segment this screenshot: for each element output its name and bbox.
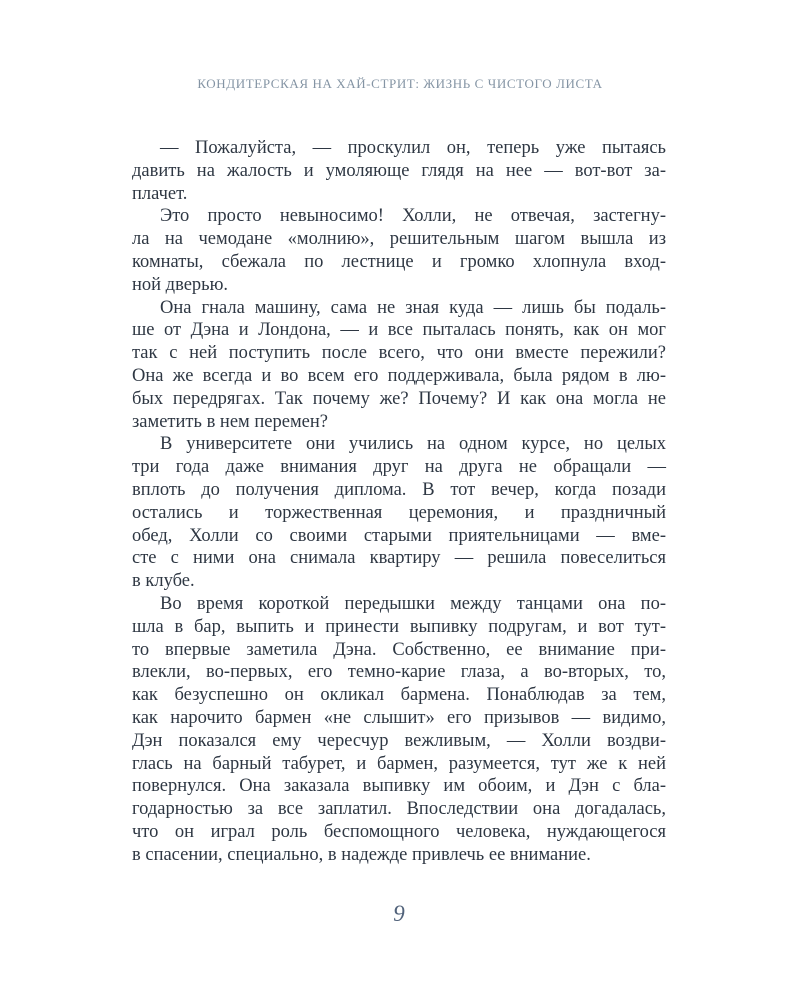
paragraph	[132, 205, 666, 296]
text-line: плачет.	[132, 183, 188, 204]
text-line: что он играл роль беспомощного человека, нуждающегося	[132, 821, 666, 842]
paragraph	[132, 433, 666, 593]
text-line: в клубе.	[132, 571, 195, 592]
text-line: ла на чемодане «молнию», решительным шагом вышла из	[132, 229, 666, 250]
text-line: то впервые заметила Дэна. Собственно, ее внимание при-	[132, 639, 666, 660]
paragraph	[132, 593, 666, 867]
text-line: Она гнала машину, сама не зная куда — лишь бы подаль-	[160, 297, 666, 318]
text-line: Дэн показался ему чересчур вежливым, — Холли воздви-	[132, 730, 666, 751]
text-line: бых передрягах. Так почему же? Почему? И как она могла не	[132, 388, 666, 409]
paragraph	[132, 297, 666, 434]
text-line: — Пожалуйста, — проскулил он, теперь уже пытаясь	[160, 138, 666, 158]
text-line: влекли, во-первых, его темно-карие глаза, а во-вторых, то,	[132, 662, 666, 683]
text-line: давить на жалость и умоляюще глядя на нее — вот-вот за-	[132, 160, 666, 181]
text-line: заметить в нем перемен?	[132, 411, 328, 432]
text-line: Это просто невыносимо! Холли, не отвечая, застегну-	[160, 206, 666, 227]
text-line: так с ней поступить после всего, что они вместе пережили?	[132, 343, 666, 364]
text-line: остались и торжественная церемония, и праздничный	[132, 502, 666, 523]
running-header: КОНДИТЕРСКАЯ НА ХАЙ-СТРИТ: ЖИЗНЬ С ЧИСТОГО ЛИСТА	[197, 76, 603, 91]
page-number: 9	[393, 901, 405, 926]
text-line: ной дверью.	[132, 274, 229, 295]
text-line: вплоть до получения диплома. В тот вечер, когда позади	[132, 479, 666, 500]
text-line: Она же всегда и во всем его поддерживала, была рядом в лю-	[132, 365, 666, 386]
text-line: как нарочито бармен «не слышит» его призывов — видимо,	[132, 707, 666, 728]
body-text	[132, 137, 666, 867]
text-line: глась на барный табурет, и бармен, разумеется, тут же к ней	[132, 753, 666, 774]
text-line: как безуспешно он окликал бармена. Понаблюдав за тем,	[132, 685, 666, 706]
text-line: сте с ними она снимала квартиру — решила повеселиться	[132, 548, 666, 569]
text-line: повернулся. Она заказала выпивку им обоим, и Дэн с бла-	[132, 776, 666, 797]
text-line: в спасении, специально, в надежде привлечь ее внимание.	[132, 844, 591, 865]
text-line: Во время короткой передышки между танцами она по-	[160, 593, 666, 614]
text-line: обед, Холли со своими старыми приятельницами — вме-	[132, 525, 666, 546]
text-line: В университете они учились на одном курсе, но целых	[160, 434, 666, 455]
paragraph	[132, 137, 666, 205]
text-line: годарностью за все заплатил. Впоследствии она догадалась,	[132, 799, 666, 820]
text-line: три года даже внимания друг на друга не обращали —	[132, 457, 666, 478]
text-line: комнаты, сбежала по лестнице и громко хлопнула вход-	[132, 251, 666, 272]
text-line: шла в бар, выпить и принести выпивку подругам, и вот тут-	[132, 616, 666, 637]
text-line: ше от Дэна и Лондона, — и все пыталась понять, как он мог	[132, 320, 666, 341]
